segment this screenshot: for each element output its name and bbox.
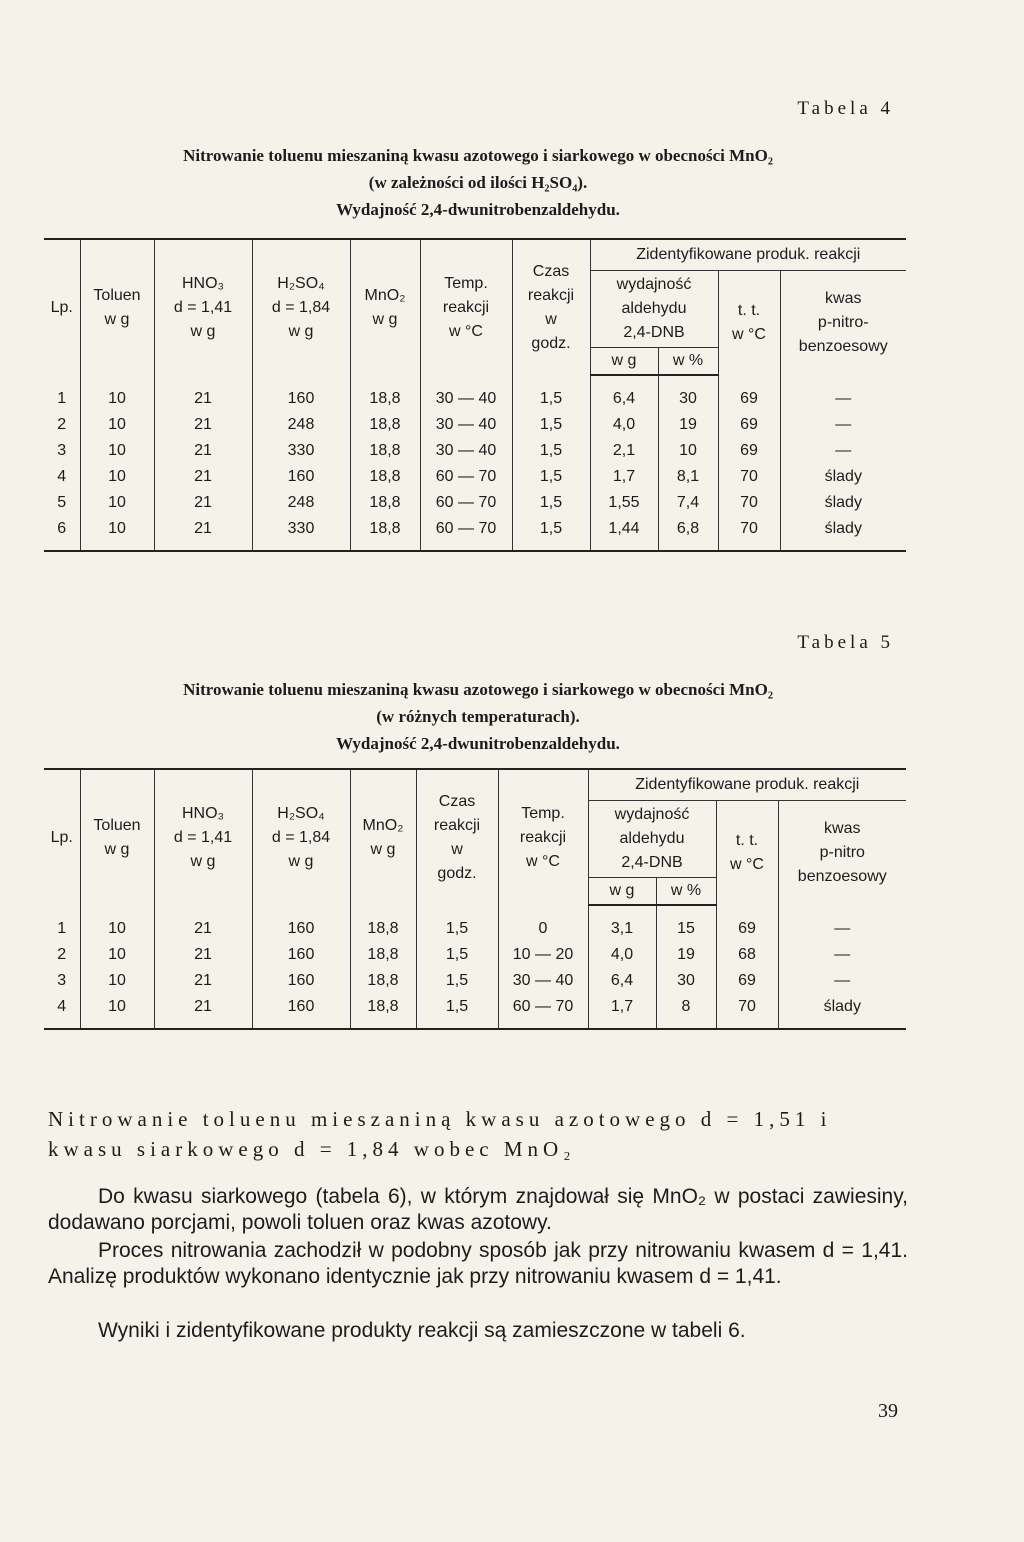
table-cell: 60 — 70 [498, 994, 588, 1029]
table-cell: 1,55 [590, 490, 658, 516]
table-cell: 1,5 [416, 942, 498, 968]
table-cell: 21 [154, 375, 252, 412]
section-heading: Nitrowanie toluenu mieszaniną kwasu azotowego d = 1,51 i kwasu siarkowego d = 1,84 wobec MnO₂ [48, 1107, 832, 1161]
table-cell: 21 [154, 438, 252, 464]
table-cell: 1,5 [416, 905, 498, 942]
table-cell: 6,4 [588, 968, 656, 994]
header-czas: Czas reakcji w godz. [512, 239, 590, 375]
table-cell: 10 [80, 905, 154, 942]
table-cell: 160 [252, 994, 350, 1029]
table-cell: 2,1 [590, 438, 658, 464]
table-row [44, 942, 906, 968]
header-hno3: HNO₃ d = 1,41 w g [154, 239, 252, 375]
table-cell: 1,44 [590, 516, 658, 551]
table-cell: 160 [252, 375, 350, 412]
table-cell: 330 [252, 516, 350, 551]
table-cell: 3,1 [588, 905, 656, 942]
header-temp: Temp. reakcji w °C [498, 769, 588, 905]
page-number: 39 [878, 1400, 898, 1422]
table-cell: 4,0 [590, 412, 658, 438]
table-4-body [44, 375, 906, 551]
table-5 [44, 768, 906, 1030]
header-w-g: w g [588, 878, 656, 906]
table-4 [44, 238, 906, 552]
table-cell: 30 [656, 968, 716, 994]
table-cell: 10 [80, 438, 154, 464]
table-cell: 18,8 [350, 516, 420, 551]
table-cell: 18,8 [350, 490, 420, 516]
header-h2so4: H₂SO₄ d = 1,84 w g [252, 239, 350, 375]
table-cell: 70 [716, 994, 778, 1029]
table-cell: 21 [154, 464, 252, 490]
table-cell: — [778, 905, 906, 942]
header-mno2: MnO₂ w g [350, 239, 420, 375]
table-cell: 160 [252, 942, 350, 968]
table-cell: 18,8 [350, 464, 420, 490]
table-cell: 1,5 [416, 994, 498, 1029]
table-cell: 6,4 [590, 375, 658, 412]
table-row [44, 375, 906, 412]
table-cell: 10 [80, 994, 154, 1029]
table-row [44, 438, 906, 464]
table-cell: 1,5 [512, 375, 590, 412]
header-w-g: w g [590, 348, 658, 376]
header-tt: t. t. w °C [718, 271, 780, 376]
table-cell: 19 [658, 412, 718, 438]
table-cell: 18,8 [350, 968, 416, 994]
table-cell: 1,5 [512, 464, 590, 490]
header-lp: Lp. [44, 769, 80, 905]
table-cell: 330 [252, 438, 350, 464]
header-lp: Lp. [44, 239, 80, 375]
table-cell: 1,5 [416, 968, 498, 994]
table-cell: — [780, 438, 906, 464]
table-cell: 68 [716, 942, 778, 968]
header-h2so4: H₂SO₄ d = 1,84 w g [252, 769, 350, 905]
table-row [44, 968, 906, 994]
table-cell: 1,7 [590, 464, 658, 490]
table-cell: 4,0 [588, 942, 656, 968]
caption-line: Wydajność 2,4-dwunitrobenzaldehydu. [336, 734, 620, 753]
header-wydajnosc: wydajność aldehydu 2,4-DNB [588, 801, 716, 878]
header-hno3: HNO₃ d = 1,41 w g [154, 769, 252, 905]
table-cell: 8 [656, 994, 716, 1029]
paragraph: Wyniki i zidentyfikowane produkty reakcji są zamieszczone w tabeli 6. [98, 1319, 746, 1342]
paragraph: Proces nitrowania zachodził w podobny sposób jak przy nitrowaniu kwasem d = 1,41. Analizę produktów wykonano identycznie jak przy nitrowaniu kwasem d = 1,41. [48, 1239, 908, 1288]
header-temp: Temp. reakcji w °C [420, 239, 512, 375]
table-cell: 69 [718, 412, 780, 438]
table-cell: 3 [57, 972, 67, 989]
table-row [44, 516, 906, 551]
table-cell: 70 [718, 464, 780, 490]
table-row [44, 412, 906, 438]
table-cell: 10 [80, 942, 154, 968]
table-cell: 18,8 [350, 994, 416, 1029]
table-cell: 18,8 [350, 438, 420, 464]
table-cell: 5 [57, 494, 67, 511]
table-cell: 10 [80, 968, 154, 994]
table-cell: 70 [718, 490, 780, 516]
header-wydajnosc: wydajność aldehydu 2,4-DNB [590, 271, 718, 348]
table-cell: 15 [656, 905, 716, 942]
table-cell: — [780, 375, 906, 412]
header-toluen: Toluen w g [80, 239, 154, 375]
table-cell: 160 [252, 905, 350, 942]
table-cell: 21 [154, 516, 252, 551]
table-cell: 2 [57, 416, 67, 433]
table-cell: 1,5 [512, 516, 590, 551]
table-cell: 1,5 [512, 412, 590, 438]
header-tt: t. t. w °C [716, 801, 778, 906]
table-cell: 10 [80, 490, 154, 516]
table-cell: 18,8 [350, 905, 416, 942]
table-cell: 10 [80, 464, 154, 490]
table-cell: 0 [498, 905, 588, 942]
table-cell: 30 — 40 [420, 375, 512, 412]
table-cell: 18,8 [350, 375, 420, 412]
table-cell: 30 — 40 [420, 412, 512, 438]
header-mno2: MnO₂ w g [350, 769, 416, 905]
table-cell: 160 [252, 464, 350, 490]
table-cell: 21 [154, 968, 252, 994]
table-cell: 30 — 40 [420, 438, 512, 464]
table-cell: 69 [716, 905, 778, 942]
table-cell: 3 [57, 442, 67, 459]
table-cell: 6 [44, 516, 80, 551]
header-w-pct: w % [656, 878, 716, 906]
table-cell: 30 [658, 375, 718, 412]
table-cell: 69 [718, 438, 780, 464]
table-row [44, 994, 906, 1029]
table-cell: 10 [80, 375, 154, 412]
header-group: Zidentyfikowane produk. reakcji [590, 239, 906, 271]
header-kwas: kwas p-nitro benzoesowy [778, 801, 906, 906]
table-cell: 1,5 [512, 438, 590, 464]
table-cell: 21 [154, 490, 252, 516]
table-cell: — [778, 968, 906, 994]
table-cell: 19 [656, 942, 716, 968]
table-cell: ślady [778, 994, 906, 1029]
table-cell: 60 — 70 [420, 490, 512, 516]
table-cell: 160 [252, 968, 350, 994]
table-cell: 69 [718, 375, 780, 412]
table-cell: 21 [154, 412, 252, 438]
table-cell: 21 [154, 994, 252, 1029]
table-cell: 6,8 [658, 516, 718, 551]
table-cell: 4 [44, 994, 80, 1029]
caption-line: Wydajność 2,4-dwunitrobenzaldehydu. [336, 200, 620, 219]
table-cell: ślady [780, 490, 906, 516]
table-5-caption [48, 676, 908, 757]
table-row [44, 464, 906, 490]
table-cell: 10 [80, 516, 154, 551]
table-5-body [44, 905, 906, 1029]
table-cell: 60 — 70 [420, 516, 512, 551]
table-cell: 60 — 70 [420, 464, 512, 490]
table-row [44, 905, 906, 942]
table-cell: 7,4 [658, 490, 718, 516]
table-cell: 248 [252, 412, 350, 438]
table-cell: 10 — 20 [498, 942, 588, 968]
table-cell: 21 [154, 942, 252, 968]
table-5-label: Tabela 5 [797, 632, 894, 653]
paragraph: Do kwasu siarkowego (tabela 6), w którym znajdował się MnO₂ w postaci zawiesiny, dodawano porcjami, powoli toluen oraz kwas azotowy. [48, 1185, 908, 1234]
table-cell: — [778, 942, 906, 968]
caption-line: Nitrowanie toluenu mieszaniną kwasu azotowego i siarkowego w obecności MnO₂ [183, 680, 773, 699]
table-cell: 1,5 [512, 490, 590, 516]
table-cell: 248 [252, 490, 350, 516]
table-cell: 8,1 [658, 464, 718, 490]
header-toluen: Toluen w g [80, 769, 154, 905]
table-cell: — [780, 412, 906, 438]
table-cell: 21 [154, 905, 252, 942]
header-kwas: kwas p-nitro- benzoesowy [780, 271, 906, 376]
table-cell: 69 [716, 968, 778, 994]
table-cell: 18,8 [350, 942, 416, 968]
table-cell: 4 [57, 468, 67, 485]
header-w-pct: w % [658, 348, 718, 376]
table-4-caption [48, 142, 908, 223]
table-cell: 30 — 40 [498, 968, 588, 994]
table-cell: 10 [80, 412, 154, 438]
table-cell: 1 [57, 389, 67, 407]
table-cell: 1,7 [588, 994, 656, 1029]
table-4-label: Tabela 4 [797, 98, 894, 119]
table-row [44, 490, 906, 516]
table-cell: 2 [57, 946, 67, 963]
header-group: Zidentyfikowane produk. reakcji [588, 769, 906, 801]
caption-line: (w różnych temperaturach). [376, 707, 580, 726]
header-czas: Czas reakcji w godz. [416, 769, 498, 905]
table-cell: 10 [658, 438, 718, 464]
table-cell: ślady [780, 464, 906, 490]
caption-line: Nitrowanie toluenu mieszaniną kwasu azotowego i siarkowego w obecności MnO₂ [183, 146, 773, 165]
caption-line: (w zależności od ilości H₂SO₄). [368, 173, 588, 192]
table-cell: 70 [718, 516, 780, 551]
table-cell: 1 [57, 919, 67, 937]
table-cell: ślady [780, 516, 906, 551]
table-cell: 18,8 [350, 412, 420, 438]
